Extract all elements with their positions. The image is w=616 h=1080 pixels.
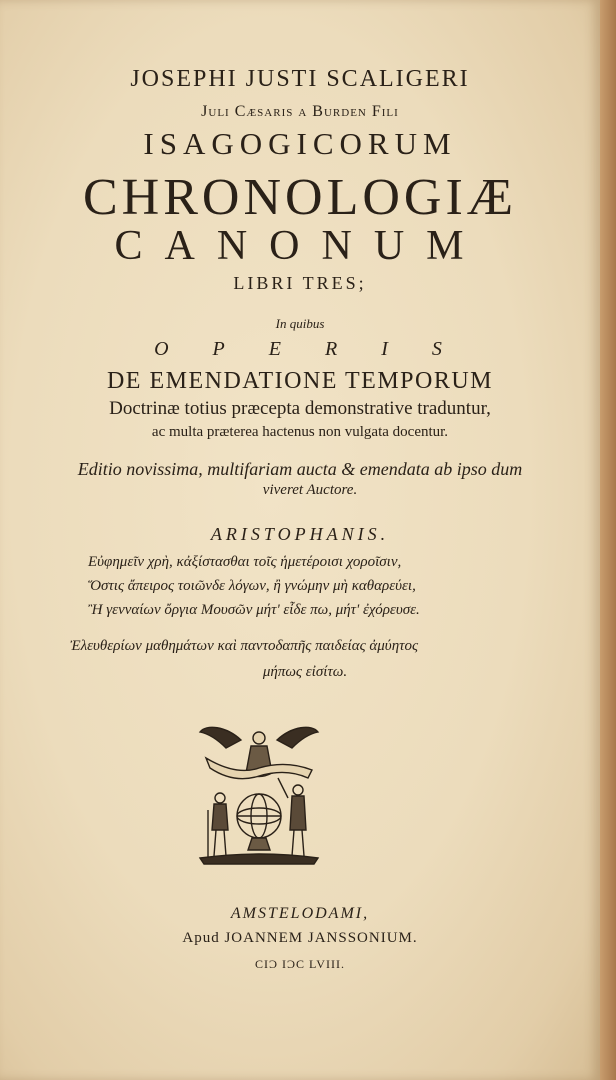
author-name: JOSEPHI JUSTI SCALIGERI [130, 66, 470, 92]
description-line-2: ac multa præterea hactenus non vulgata docentur. [151, 424, 449, 440]
greek-motto-1: Ἐλευθερίων μαθημάτων καὶ παντοδαπῆς παιδείας ἀμύητος [70, 638, 419, 654]
edition-line-2: viveret Auctore. [262, 482, 358, 498]
edition-line-1: Editio novissima, multifariam aucta & emendata ab ipso dum [77, 459, 523, 479]
quote-source: ARISTOPHANIS. [210, 524, 390, 544]
in-quibus: In quibus [275, 316, 325, 331]
title-line-1: ISAGOGICORUM [143, 126, 457, 161]
book-edge [600, 0, 616, 1080]
description-line-1: Doctrinæ totius præcepta demonstrative traduntur, [109, 398, 491, 419]
books-count: LIBRI TRES; [233, 273, 367, 293]
imprint-date: CIƆ IƆC LVIII. [255, 957, 345, 971]
operis: OPERIS [154, 338, 486, 360]
title-line-3: CANONUM [114, 223, 486, 269]
imprint-publisher: Apud JOANNEM JANSSONIUM. [182, 930, 418, 946]
greek-verse-1: Εὐφημεῖν χρὴ, κἀξίστασθαι τοῖς ἡμετέροισι χοροῖσιν, [88, 554, 402, 570]
author-father: Juli Cæsaris a Burden Fili [201, 103, 399, 120]
printers-device-icon [196, 718, 322, 868]
title-line-2: CHRONOLOGIÆ [83, 169, 517, 226]
greek-verse-2: Ὅστις ἄπειρος τοιῶνδε λόγων, ἢ γνώμην μὴ καθαρεύει, [88, 578, 416, 594]
greek-verse-3: Ἢ γενναίων ὄργια Μουσῶν μήτ' εἶδε πω, μήτ' ἐχόρευσε. [88, 602, 420, 618]
subject-title: DE EMENDATIONE TEMPORUM [106, 368, 494, 394]
greek-motto-2: μήπως εἰσίτω. [262, 664, 348, 680]
imprint-place: AMSTELODAMI, [230, 905, 370, 922]
